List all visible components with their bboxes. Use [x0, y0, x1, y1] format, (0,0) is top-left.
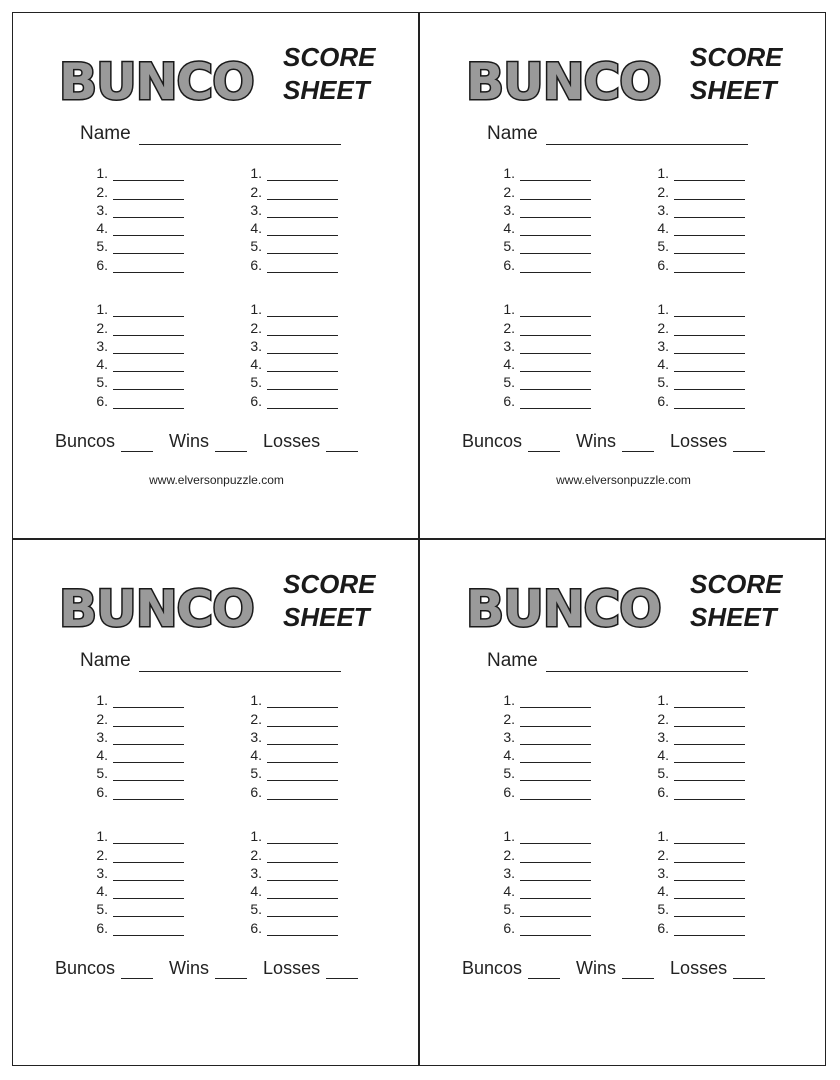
score-column: [245, 299, 355, 409]
score-line[interactable]: 6.: [91, 917, 201, 935]
score-line[interactable]: 5.: [245, 372, 355, 390]
losses-field[interactable]: Losses: [670, 958, 765, 979]
score-line[interactable]: 5.: [498, 763, 608, 781]
score-card: [419, 12, 826, 539]
score-line[interactable]: 3.: [652, 200, 762, 218]
score-line[interactable]: 1.: [91, 690, 201, 708]
score-line[interactable]: 4.: [498, 881, 608, 899]
score-line[interactable]: 6.: [498, 390, 608, 408]
score-line[interactable]: 4.: [245, 745, 355, 763]
score-line[interactable]: 6.: [652, 254, 762, 272]
score-line[interactable]: 5.: [652, 763, 762, 781]
score-line[interactable]: 4.: [91, 218, 201, 236]
score-line[interactable]: 4.: [652, 354, 762, 372]
score-line[interactable]: 1.: [652, 299, 762, 317]
score-column: [245, 163, 355, 273]
score-line[interactable]: 2.: [498, 708, 608, 726]
score-line[interactable]: 3.: [91, 200, 201, 218]
score-line[interactable]: 4.: [245, 354, 355, 372]
score-sheet-title: SCORE SHEET: [283, 569, 376, 632]
name-row: [487, 123, 748, 145]
losses-field[interactable]: Losses: [670, 431, 765, 452]
wins-field[interactable]: Wins: [169, 431, 247, 452]
score-line[interactable]: 3.: [498, 727, 608, 745]
score-line[interactable]: 2.: [245, 844, 355, 862]
score-line[interactable]: 5.: [652, 236, 762, 254]
score-line[interactable]: 4.: [652, 218, 762, 236]
score-line[interactable]: 4.: [245, 881, 355, 899]
name-field[interactable]: [546, 653, 748, 672]
score-sheet-page: [12, 12, 828, 1068]
score-column: [91, 826, 201, 936]
score-line[interactable]: 1.: [91, 299, 201, 317]
score-line[interactable]: 2.: [245, 708, 355, 726]
score-line[interactable]: 2.: [91, 708, 201, 726]
svg-text:BUNCO: BUNCO: [466, 580, 661, 634]
buncos-field[interactable]: Buncos: [462, 431, 560, 452]
score-line[interactable]: 2.: [91, 317, 201, 335]
score-column: [245, 826, 355, 936]
losses-field[interactable]: Losses: [263, 958, 358, 979]
score-line[interactable]: 5.: [498, 236, 608, 254]
score-line[interactable]: 5.: [652, 372, 762, 390]
score-line[interactable]: 5.: [245, 899, 355, 917]
score-line[interactable]: 2.: [498, 181, 608, 199]
score-column: [91, 690, 201, 800]
svg-text:BUNCO: BUNCO: [466, 53, 661, 107]
score-line[interactable]: 6.: [652, 390, 762, 408]
score-line[interactable]: 5.: [91, 899, 201, 917]
score-line[interactable]: 3.: [498, 200, 608, 218]
score-line[interactable]: 6.: [245, 390, 355, 408]
score-column: [652, 826, 762, 936]
name-row: [80, 650, 341, 672]
score-column: [652, 163, 762, 273]
score-line[interactable]: 3.: [652, 727, 762, 745]
score-line[interactable]: 6.: [91, 254, 201, 272]
bunco-logo: [57, 51, 267, 107]
score-card: [419, 539, 826, 1066]
score-line[interactable]: 6.: [91, 390, 201, 408]
score-line[interactable]: 5.: [91, 236, 201, 254]
name-field[interactable]: [139, 126, 341, 145]
score-line[interactable]: 1.: [652, 690, 762, 708]
totals-row: [462, 431, 781, 452]
score-column: [652, 299, 762, 409]
name-field[interactable]: [546, 126, 748, 145]
bunco-logo: [464, 578, 674, 634]
score-line[interactable]: 6.: [498, 917, 608, 935]
score-line[interactable]: 1.: [498, 163, 608, 181]
score-line[interactable]: 1.: [245, 826, 355, 844]
score-line[interactable]: 5.: [498, 899, 608, 917]
score-line[interactable]: 4.: [498, 218, 608, 236]
score-sheet-title: SCORE SHEET: [690, 42, 783, 105]
name-field[interactable]: [139, 653, 341, 672]
buncos-field[interactable]: Buncos: [462, 958, 560, 979]
score-line[interactable]: 5.: [91, 763, 201, 781]
score-line[interactable]: 2.: [652, 844, 762, 862]
score-line[interactable]: 3.: [652, 863, 762, 881]
score-line[interactable]: 6.: [498, 781, 608, 799]
score-line[interactable]: 1.: [498, 299, 608, 317]
score-line[interactable]: 1.: [91, 163, 201, 181]
name-row: [487, 650, 748, 672]
name-label: Name: [80, 650, 131, 671]
score-line[interactable]: 3.: [91, 336, 201, 354]
buncos-field[interactable]: Buncos: [55, 431, 153, 452]
score-column: [245, 690, 355, 800]
score-sheet-title: SCORE SHEET: [283, 42, 376, 105]
score-column: [498, 299, 608, 409]
wins-field[interactable]: Wins: [169, 958, 247, 979]
name-label: Name: [487, 650, 538, 671]
score-line[interactable]: 2.: [652, 317, 762, 335]
score-line[interactable]: 1.: [652, 826, 762, 844]
totals-row: [55, 958, 374, 979]
totals-row: [462, 958, 781, 979]
wins-field[interactable]: Wins: [576, 958, 654, 979]
score-column: [652, 690, 762, 800]
losses-field[interactable]: Losses: [263, 431, 358, 452]
score-line[interactable]: 2.: [245, 317, 355, 335]
score-line[interactable]: 4.: [245, 218, 355, 236]
score-line[interactable]: 3.: [245, 200, 355, 218]
score-line[interactable]: 4.: [498, 745, 608, 763]
score-line[interactable]: 5.: [245, 763, 355, 781]
score-line[interactable]: 2.: [498, 317, 608, 335]
score-line[interactable]: 1.: [498, 826, 608, 844]
score-line[interactable]: 4.: [91, 881, 201, 899]
score-line[interactable]: 2.: [91, 181, 201, 199]
score-line[interactable]: 1.: [652, 163, 762, 181]
score-line[interactable]: 5.: [91, 372, 201, 390]
score-column: [91, 163, 201, 273]
score-column: [498, 690, 608, 800]
name-label: Name: [487, 123, 538, 144]
score-line[interactable]: 3.: [245, 863, 355, 881]
score-column: [498, 826, 608, 936]
score-card: [12, 12, 419, 539]
score-line[interactable]: 1.: [245, 163, 355, 181]
score-line[interactable]: 2.: [91, 844, 201, 862]
buncos-field[interactable]: Buncos: [55, 958, 153, 979]
score-line[interactable]: 3.: [91, 727, 201, 745]
website-text: www.elversonpuzzle.com: [556, 473, 691, 487]
score-column: [91, 299, 201, 409]
score-line[interactable]: 4.: [652, 881, 762, 899]
score-line[interactable]: 1.: [245, 299, 355, 317]
svg-text:BUNCO: BUNCO: [59, 580, 254, 634]
score-line[interactable]: 4.: [498, 354, 608, 372]
score-line[interactable]: 2.: [245, 181, 355, 199]
bunco-logo: [57, 578, 267, 634]
score-line[interactable]: 2.: [498, 844, 608, 862]
bunco-logo: [464, 51, 674, 107]
score-line[interactable]: 5.: [498, 372, 608, 390]
score-line[interactable]: 1.: [245, 690, 355, 708]
score-line[interactable]: 6.: [652, 917, 762, 935]
score-line[interactable]: 6.: [498, 254, 608, 272]
score-line[interactable]: 6.: [245, 781, 355, 799]
score-line[interactable]: 4.: [91, 745, 201, 763]
website-text: www.elversonpuzzle.com: [149, 473, 284, 487]
score-line[interactable]: 1.: [498, 690, 608, 708]
score-line[interactable]: 3.: [91, 863, 201, 881]
name-row: [80, 123, 341, 145]
score-line[interactable]: 6.: [245, 917, 355, 935]
score-column: [498, 163, 608, 273]
score-line[interactable]: 3.: [498, 336, 608, 354]
score-line[interactable]: 3.: [245, 336, 355, 354]
totals-row: [55, 431, 374, 452]
score-line[interactable]: 5.: [652, 899, 762, 917]
score-line[interactable]: 6.: [245, 254, 355, 272]
wins-field[interactable]: Wins: [576, 431, 654, 452]
score-line[interactable]: 5.: [245, 236, 355, 254]
name-label: Name: [80, 123, 131, 144]
score-line[interactable]: 2.: [652, 181, 762, 199]
score-line[interactable]: 6.: [91, 781, 201, 799]
score-line[interactable]: 1.: [91, 826, 201, 844]
score-sheet-title: SCORE SHEET: [690, 569, 783, 632]
score-line[interactable]: 3.: [245, 727, 355, 745]
score-line[interactable]: 3.: [652, 336, 762, 354]
score-line[interactable]: 2.: [652, 708, 762, 726]
score-line[interactable]: 4.: [652, 745, 762, 763]
svg-text:BUNCO: BUNCO: [59, 53, 254, 107]
score-card: [12, 539, 419, 1066]
score-line[interactable]: 3.: [498, 863, 608, 881]
score-line[interactable]: 4.: [91, 354, 201, 372]
score-line[interactable]: 6.: [652, 781, 762, 799]
